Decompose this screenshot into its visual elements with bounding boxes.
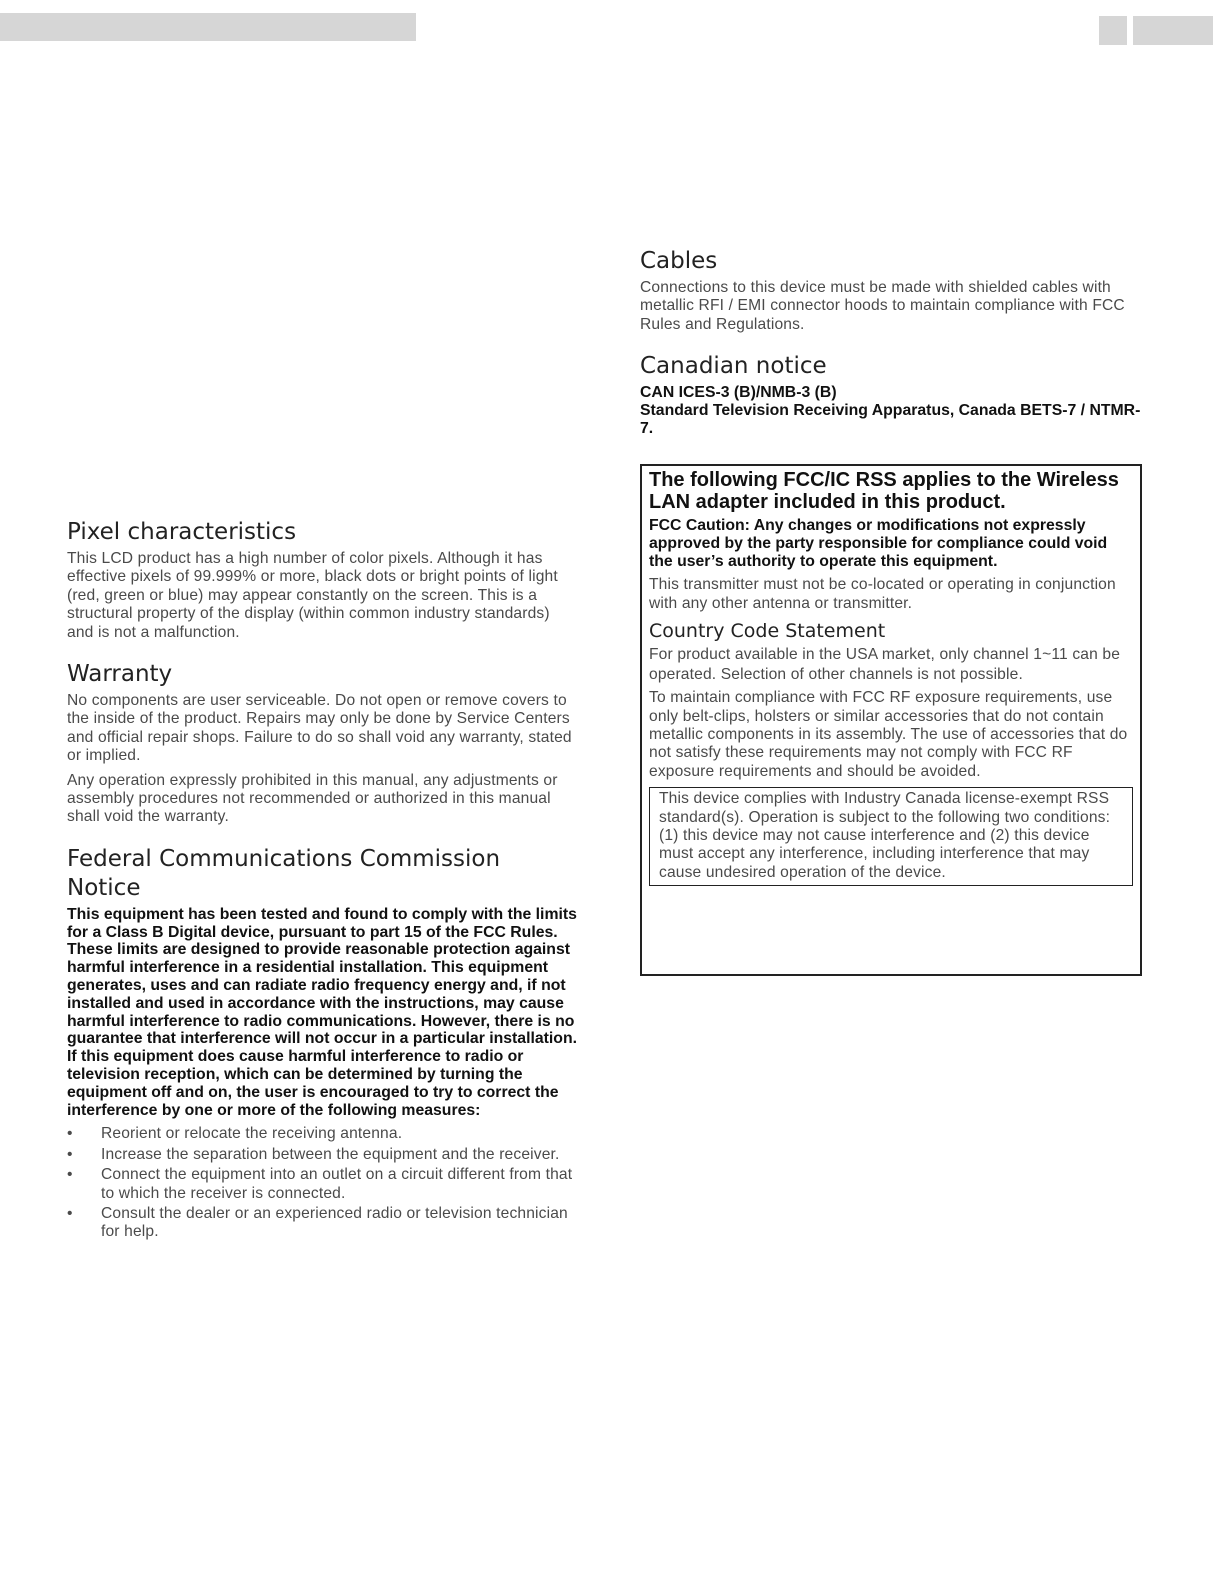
list-item <box>67 1166 577 1203</box>
bullet-icon: • <box>67 1125 73 1143</box>
bullet-icon: • <box>67 1145 73 1163</box>
country-code-body: For product available in the USA market, only channel 1~11 can be operated. Selection of other channels is not possible. <box>649 646 1121 684</box>
measure-text: Increase the separation between the equipment and the receiver. <box>101 1145 560 1163</box>
measure-text: Connect the equipment into an outlet on a circuit different from that to which the receiver is connected. <box>101 1166 573 1202</box>
fcc-caution: FCC Caution: Any changes or modifications not expressly approved by the party responsible for compliance could void the user’s authority to operate this equipment. <box>649 517 1108 570</box>
pixel-body: This LCD product has a high number of color pixels. Although it has effective pixels of 99.999% or more, black dots or bright points of light (red, green or blue) may appear constantly on the screen. This is a structural property of the display (within common industry standards) and is not a malfunction. <box>67 550 558 641</box>
fcc-body: This equipment has been tested and found to comply with the limits for a Class B Digital device, pursuant to part 15 of the FCC Rules. These limits are designed to provide reasonable protection against harmful interference in a residential installation. This equipment generates, uses and can radiate radio frequency energy and, if not installed and used in accordance with the instructions, may cause harmful interference to radio communications. However, there is no guarantee that interference will not occur in a particular installation. If this equipment does cause harmful interference to radio or television reception, which can be determined by turning the equipment off and on, the user is encouraged to try to correct the interference by one or more of the following measures: <box>67 905 577 1119</box>
industry-canada-box <box>649 787 1133 886</box>
warranty-body-2: Any operation expressly prohibited in this manual, any adjustments or assembly procedures not recommended or authorized in this manual shall void the warranty. <box>67 771 558 826</box>
warranty-section <box>67 660 577 827</box>
canadian-title: Canadian notice <box>640 353 827 380</box>
list-item <box>67 1125 577 1143</box>
industry-canada-text: This device complies with Industry Canada license-exempt RSS standard(s). Operation is subject to the following two conditions: (1) this device may not cause interference and (2) this device must accept any interference, including interference that may cause undesired operation of the device. <box>659 790 1111 881</box>
list-item <box>67 1146 577 1164</box>
bullet-icon: • <box>67 1205 73 1223</box>
transmitter-notice: This transmitter must not be co-located or operating in conjunction with any other antenna or transmitter. <box>649 576 1116 612</box>
measure-text: Reorient or relocate the receiving antenna. <box>101 1125 403 1143</box>
measure-text: Consult the dealer or an experienced radio or television technician for help. <box>101 1205 568 1241</box>
cables-section <box>640 247 1150 334</box>
canadian-line-1: CAN ICES-3 (B)/NMB-3 (B) <box>640 384 837 402</box>
canadian-section <box>640 352 1150 437</box>
canadian-line-2: Standard Television Receiving Apparatus, Canada BETS-7 / NTMR-7. <box>640 402 1141 437</box>
bullet-icon: • <box>67 1166 73 1184</box>
header-bar <box>0 13 416 41</box>
warranty-title: Warranty <box>67 661 173 688</box>
warranty-body-1: No components are user serviceable. Do not open or remove covers to the inside of the product. Repairs may only be done by Service Centers and official repair shops. Failure to do so shall void any warranty, stated or implied. <box>67 692 572 765</box>
fcc-title: Federal Communications Commission Notice <box>67 845 501 901</box>
rf-exposure-body: To maintain compliance with FCC RF exposure requirements, use only belt-clips, holsters or similar accessories that do not contain metallic components in its assembly. The use of accessories that do not satisfy these requirements may not comply with FCC RF exposure requirements and should be avoided. <box>649 689 1128 780</box>
pixel-title: Pixel characteristics <box>67 519 297 545</box>
right-column <box>640 247 1150 438</box>
left-column <box>67 518 577 1244</box>
page-badge <box>1133 16 1213 45</box>
pixel-section <box>67 518 577 642</box>
fcc-section <box>67 845 577 1242</box>
fcc-measures-list <box>67 1125 577 1241</box>
cables-body: Connections to this device must be made with shielded cables with metallic RFI / EMI connector hoods to maintain compliance with FCC Rules and Regulations. <box>640 279 1125 333</box>
list-item <box>67 1205 577 1242</box>
wireless-lan-notice-box <box>640 464 1142 976</box>
box-title: The following FCC/IC RSS applies to the Wireless LAN adapter included in this product. <box>649 469 1119 513</box>
cables-title: Cables <box>640 248 718 274</box>
page-marker <box>1099 16 1127 45</box>
country-code-title: Country Code Statement <box>649 620 886 643</box>
